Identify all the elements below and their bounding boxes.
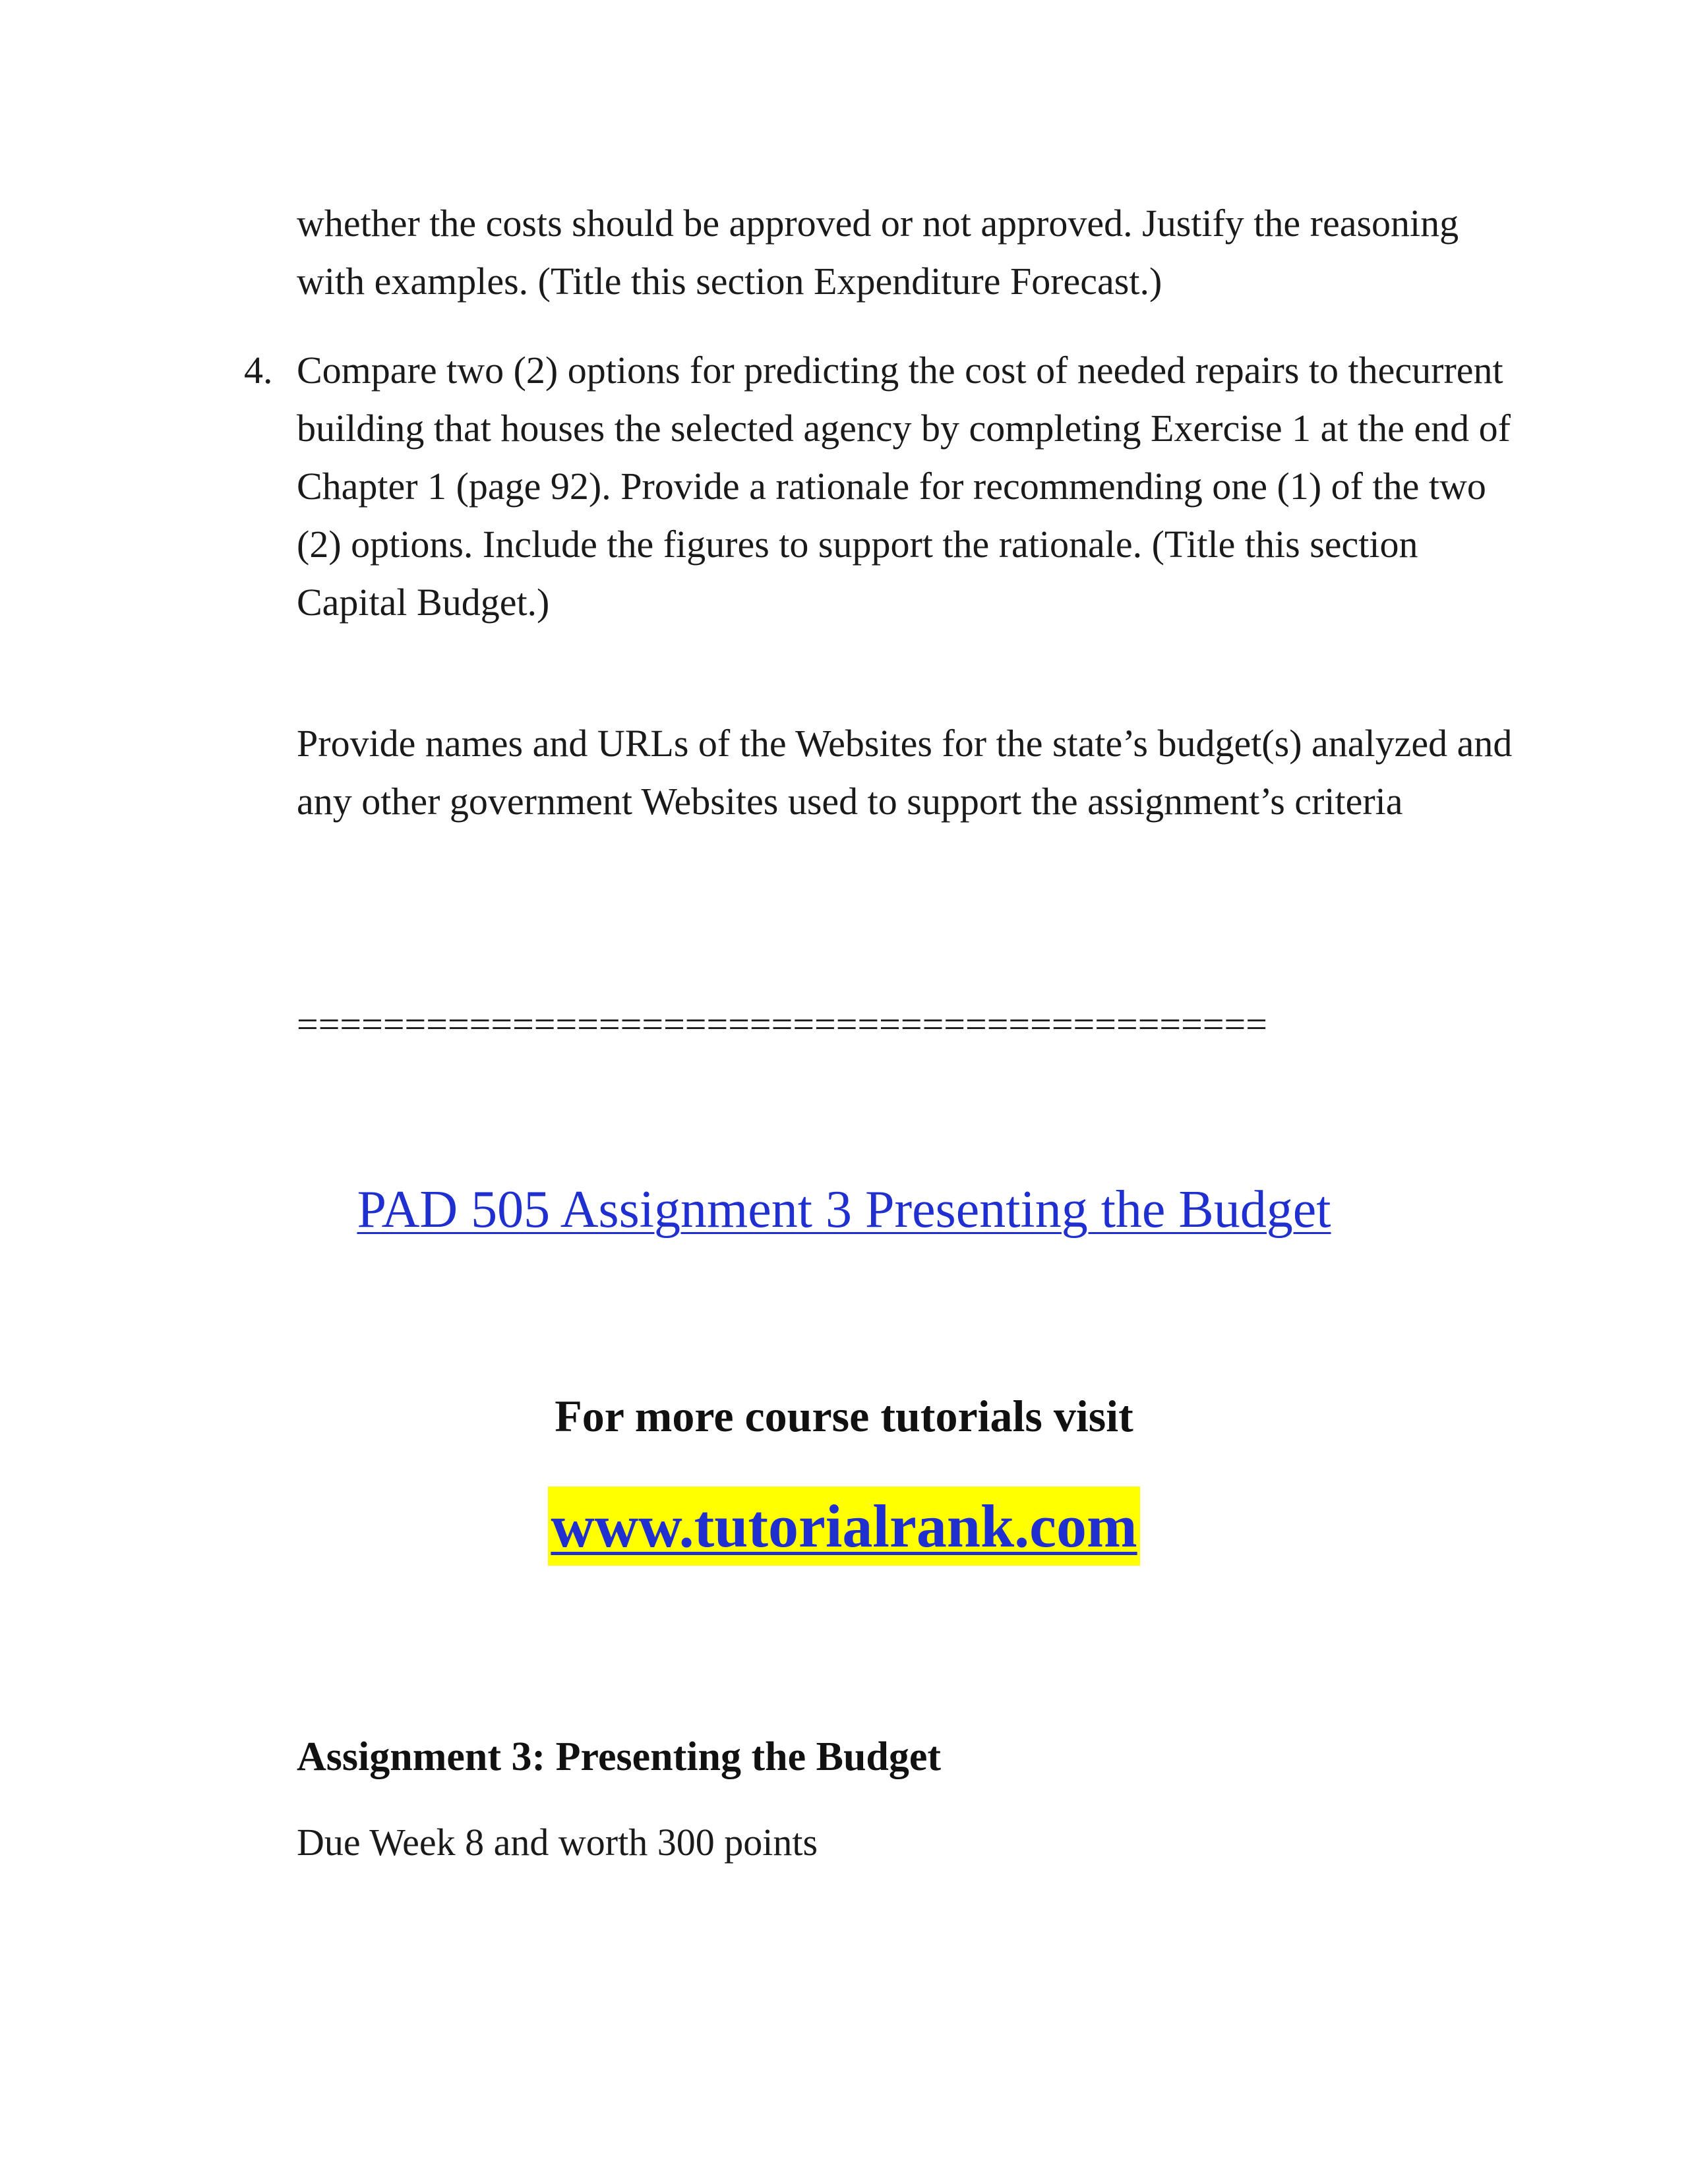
list-item-4 [244,341,1517,632]
continuation-paragraph: whether the costs should be approved or not approved. Justify the reasoning with examples. (Title this section Expenditure Forecast.) [297,202,1459,303]
tutorialrank-link[interactable]: www.tutorialrank.com [548,1487,1139,1566]
separator-line: ============================================= [297,1003,1267,1046]
websites-paragraph: Provide names and URLs of the Websites for the state’s budget(s) analyzed and any other government Websites used to support the assignment’s criteria [297,722,1513,823]
site-link-wrapper [0,1487,1688,1566]
due-text: Due Week 8 and worth 300 points [297,1821,818,1864]
assignment-heading-link[interactable]: PAD 505 Assignment 3 Presenting the Budget [357,1181,1331,1239]
list-text: Compare two (2) options for predicting the cost of needed repairs to thecurrent building that houses the selected agency by completing Exercise 1 at the end of Chapter 1 (page 92). Provide a rationale for recommending one (1) of the two (2) options. Include the figures to support the rationale. (Title this section Capital Budget.) [297,349,1511,624]
visit-text: For more course tutorials visit [555,1391,1133,1441]
list-number: 4. [244,349,273,392]
assignment-title: Assignment 3: Presenting the Budget [297,1734,942,1779]
